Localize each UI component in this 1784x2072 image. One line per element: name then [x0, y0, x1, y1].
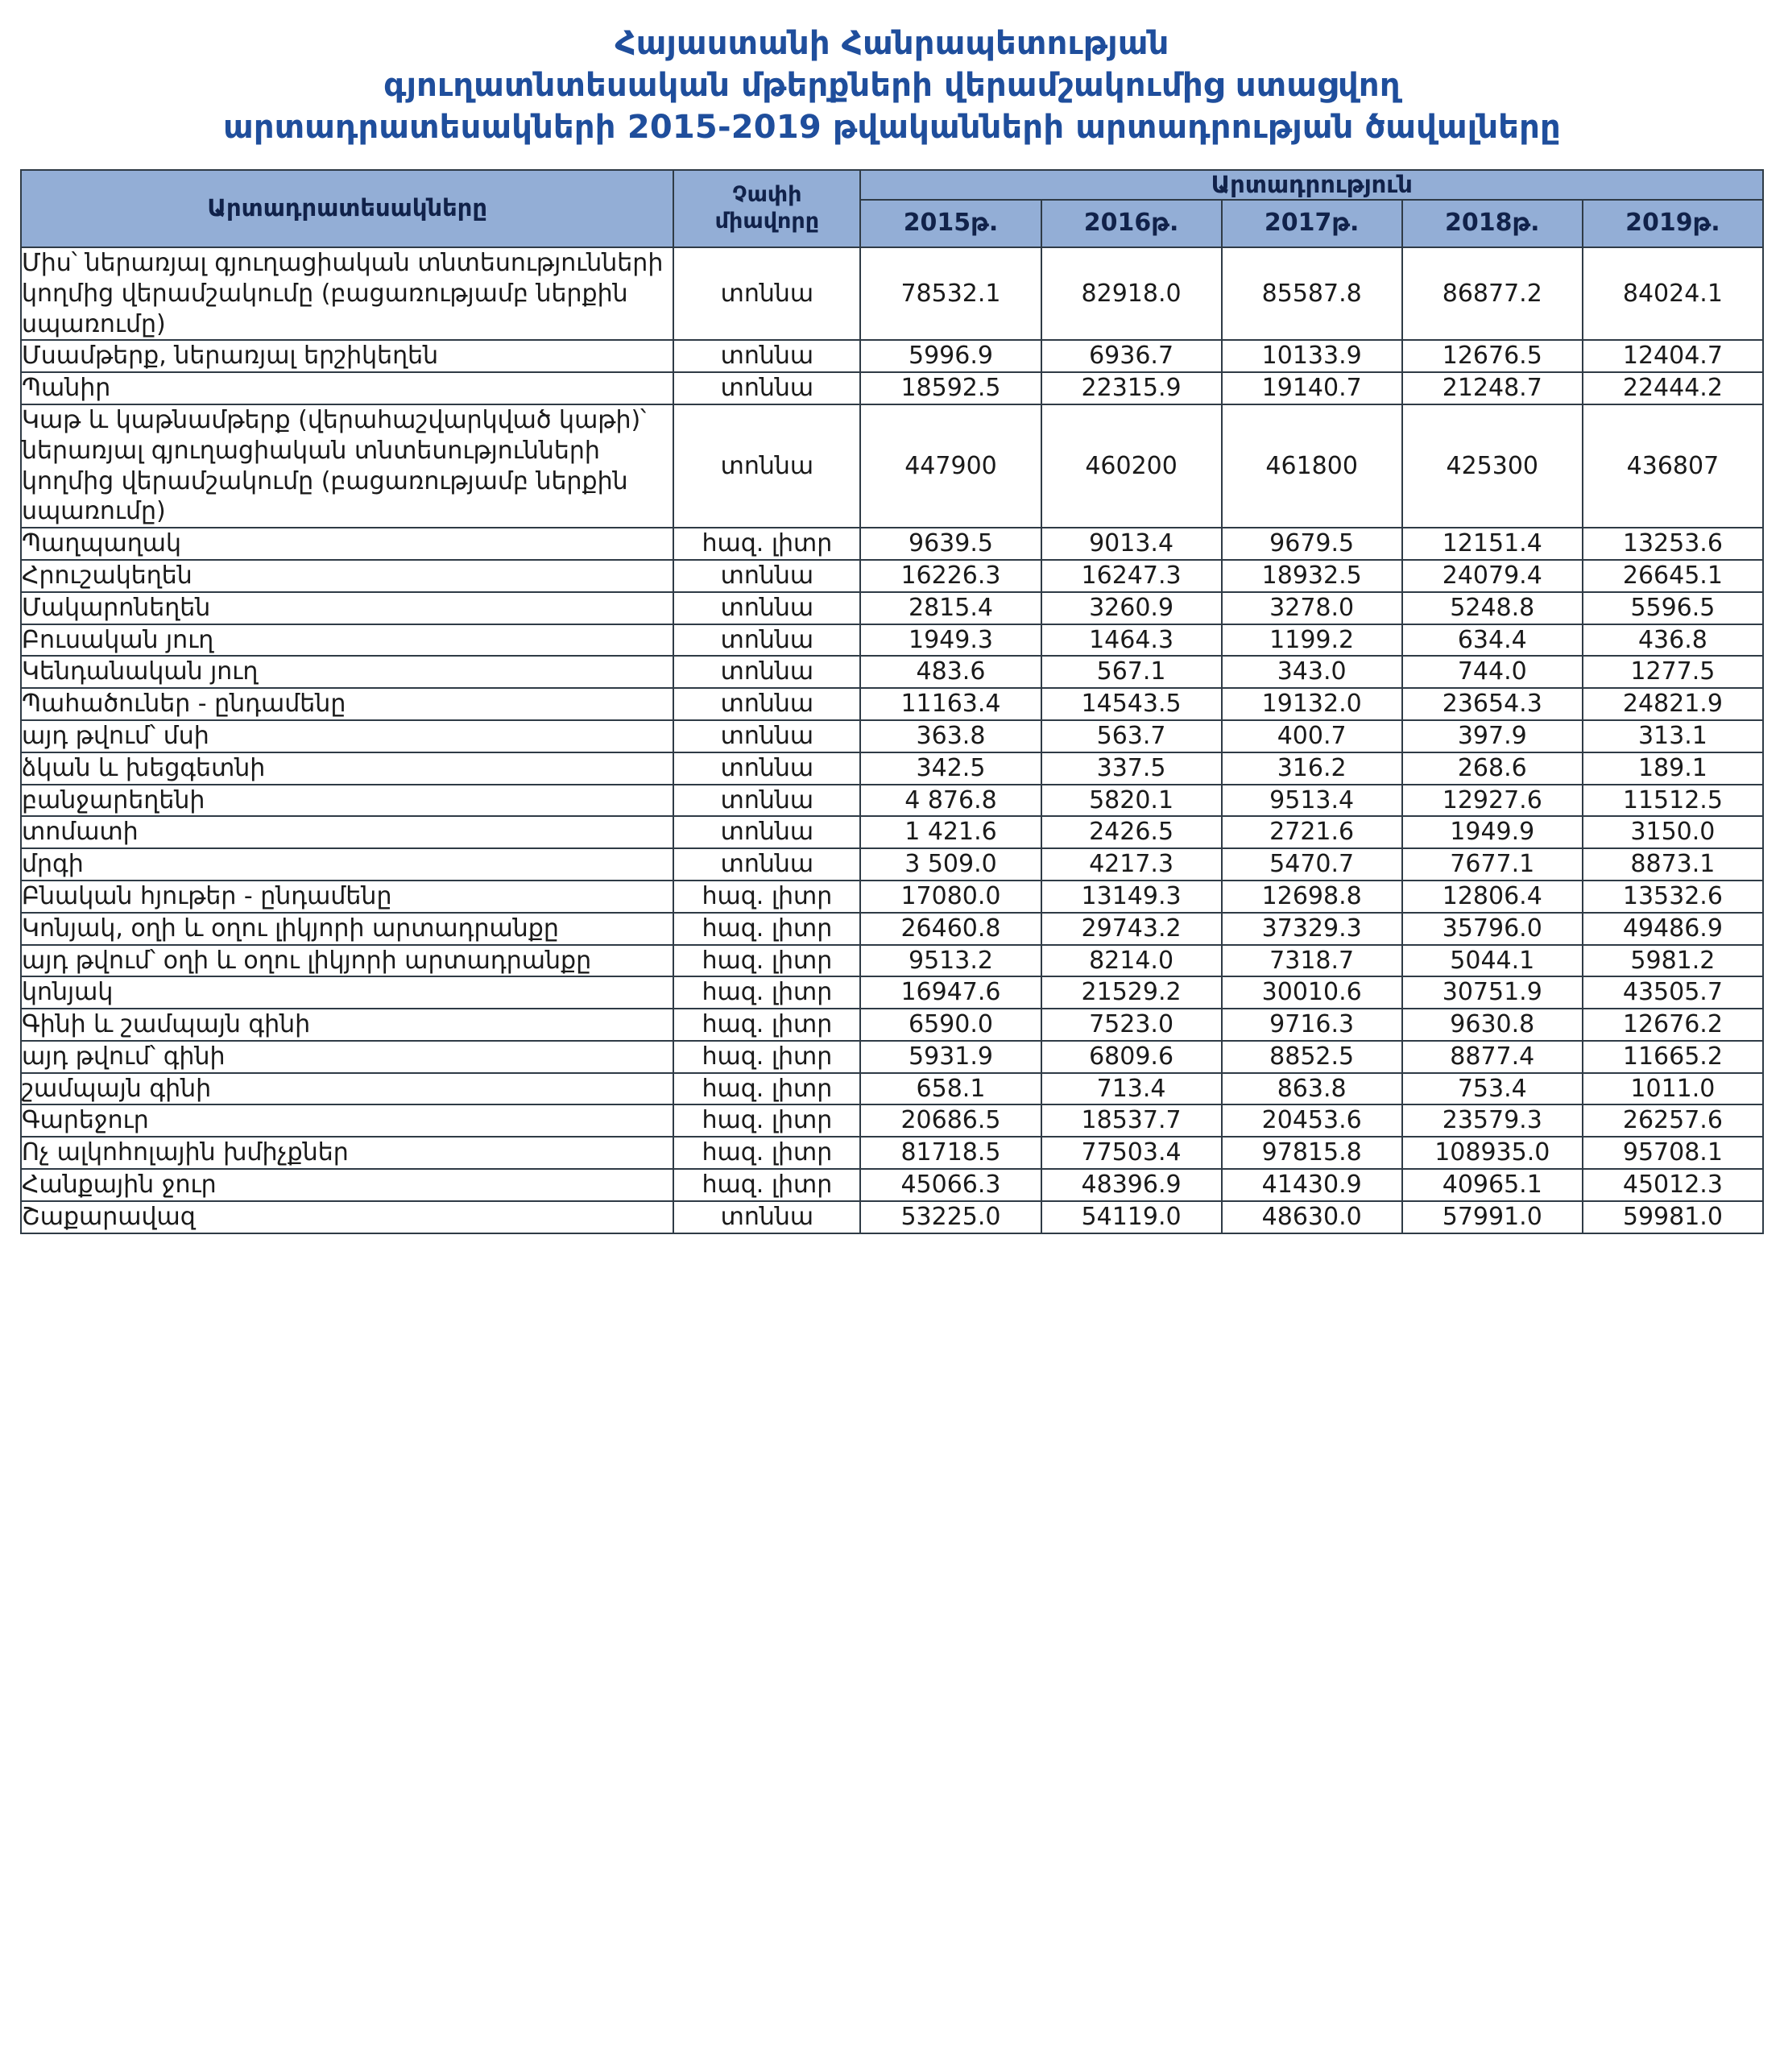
cell-value-2016: 8214.0 [1041, 945, 1222, 977]
cell-value-2015: 1 421.6 [860, 816, 1041, 848]
table-row [21, 1169, 1763, 1201]
cell-value-2018: 425300 [1402, 404, 1583, 528]
cell-value-2015: 3 509.0 [860, 848, 1041, 881]
cell-value-2015: 363.8 [860, 720, 1041, 752]
cell-unit: տոննա [673, 688, 860, 720]
cell-product-name: բանջարեղենի [21, 785, 673, 817]
column-header-year-2018: 2018թ. [1402, 200, 1583, 247]
cell-value-2018: 12806.4 [1402, 881, 1583, 913]
cell-value-2015: 45066.3 [860, 1169, 1041, 1201]
cell-value-2017: 7318.7 [1222, 945, 1402, 977]
column-header-unit-line-2: միավորը [714, 208, 820, 234]
cell-value-2015: 5931.9 [860, 1041, 1041, 1073]
cell-value-2015: 447900 [860, 404, 1041, 528]
cell-unit: տոննա [673, 720, 860, 752]
cell-product-name: շամպայն գինի [21, 1073, 673, 1105]
cell-value-2018: 753.4 [1402, 1073, 1583, 1105]
cell-value-2016: 5820.1 [1041, 785, 1222, 817]
cell-unit: հազ. լիտր [673, 1169, 860, 1201]
cell-value-2016: 4217.3 [1041, 848, 1222, 881]
cell-value-2018: 35796.0 [1402, 913, 1583, 945]
table-header [21, 170, 1763, 247]
cell-product-name: Պահածուներ - ընդամենը [21, 688, 673, 720]
cell-value-2017: 18932.5 [1222, 560, 1402, 592]
cell-value-2016: 9013.4 [1041, 528, 1222, 560]
table-row [21, 913, 1763, 945]
cell-unit: հազ. լիտր [673, 1041, 860, 1073]
cell-value-2019: 49486.9 [1583, 913, 1763, 945]
column-header-unit [673, 170, 860, 247]
cell-value-2017: 461800 [1222, 404, 1402, 528]
cell-product-name: Ոչ ալկոհոլային խմիչքներ [21, 1137, 673, 1169]
cell-value-2019: 95708.1 [1583, 1137, 1763, 1169]
table-row [21, 1137, 1763, 1169]
cell-product-name: Մսամթերք, ներառյալ երշիկեղեն [21, 340, 673, 372]
cell-product-name: Բուսական յուղ [21, 624, 673, 657]
cell-product-name: Բնական հյութեր - ընդամենը [21, 881, 673, 913]
cell-unit: տոննա [673, 404, 860, 528]
table-row [21, 247, 1763, 340]
cell-value-2016: 6936.7 [1041, 340, 1222, 372]
cell-value-2017: 85587.8 [1222, 247, 1402, 340]
cell-value-2016: 48396.9 [1041, 1169, 1222, 1201]
cell-value-2016: 77503.4 [1041, 1137, 1222, 1169]
page-title-line-2: գյուղատնտեսական մթերքների վերամշակումից ստացվող [383, 67, 1401, 104]
cell-value-2017: 10133.9 [1222, 340, 1402, 372]
cell-value-2016: 2426.5 [1041, 816, 1222, 848]
cell-value-2018: 30751.9 [1402, 976, 1583, 1009]
cell-value-2019: 1277.5 [1583, 656, 1763, 688]
cell-value-2017: 316.2 [1222, 752, 1402, 785]
cell-product-name: Հրուշակեղեն [21, 560, 673, 592]
cell-value-2015: 483.6 [860, 656, 1041, 688]
cell-value-2019: 45012.3 [1583, 1169, 1763, 1201]
cell-unit: տոննա [673, 785, 860, 817]
cell-value-2016: 21529.2 [1041, 976, 1222, 1009]
cell-value-2017: 97815.8 [1222, 1137, 1402, 1169]
table-row [21, 752, 1763, 785]
cell-product-name: Պաղպաղակ [21, 528, 673, 560]
cell-unit: տոննա [673, 624, 860, 657]
cell-unit: տոննա [673, 752, 860, 785]
cell-unit: տոննա [673, 1201, 860, 1233]
cell-product-name: Կաթ և կաթնամթերք (վերահաշվարկված կաթի)՝ ներառյալ գյուղացիական տնտեսությունների կողմից վերամշակումը (բացառությամբ ներքին սպառումը) [21, 404, 673, 528]
cell-unit: հազ. լիտր [673, 528, 860, 560]
cell-value-2017: 5470.7 [1222, 848, 1402, 881]
cell-value-2015: 17080.0 [860, 881, 1041, 913]
cell-value-2019: 3150.0 [1583, 816, 1763, 848]
page-title-line-3: արտադրատեսակների 2015-2019 թվականների արտադրության ծավալները [223, 109, 1561, 146]
table-row [21, 592, 1763, 624]
cell-product-name: Շաքարավազ [21, 1201, 673, 1233]
cell-value-2017: 1199.2 [1222, 624, 1402, 657]
cell-value-2018: 108935.0 [1402, 1137, 1583, 1169]
cell-value-2019: 8873.1 [1583, 848, 1763, 881]
cell-value-2015: 9639.5 [860, 528, 1041, 560]
column-header-group-production: Արտադրություն [860, 170, 1763, 200]
column-header-unit-line-1: Չափի [732, 182, 802, 208]
table-row [21, 1073, 1763, 1105]
cell-value-2019: 13253.6 [1583, 528, 1763, 560]
cell-value-2016: 6809.6 [1041, 1041, 1222, 1073]
cell-value-2016: 1464.3 [1041, 624, 1222, 657]
cell-value-2018: 1949.9 [1402, 816, 1583, 848]
cell-value-2015: 6590.0 [860, 1009, 1041, 1041]
column-header-year-2015: 2015թ. [860, 200, 1041, 247]
cell-product-name: Գարեջուր [21, 1104, 673, 1137]
cell-value-2015: 20686.5 [860, 1104, 1041, 1137]
cell-product-name: Միս՝ ներառյալ գյուղացիական տնտեսությունների կողմից վերամշակումը (բացառությամբ ներքին սպառումը) [21, 247, 673, 340]
table-row [21, 404, 1763, 528]
cell-value-2016: 337.5 [1041, 752, 1222, 785]
cell-value-2019: 11665.2 [1583, 1041, 1763, 1073]
cell-product-name: Կենդանական յուղ [21, 656, 673, 688]
table-row [21, 816, 1763, 848]
table-row [21, 976, 1763, 1009]
cell-value-2019: 5981.2 [1583, 945, 1763, 977]
cell-unit: տոննա [673, 247, 860, 340]
cell-value-2018: 7677.1 [1402, 848, 1583, 881]
table-row [21, 1041, 1763, 1073]
cell-value-2019: 26257.6 [1583, 1104, 1763, 1137]
cell-value-2019: 84024.1 [1583, 247, 1763, 340]
cell-value-2015: 78532.1 [860, 247, 1041, 340]
cell-value-2015: 342.5 [860, 752, 1041, 785]
cell-value-2018: 24079.4 [1402, 560, 1583, 592]
cell-value-2018: 744.0 [1402, 656, 1583, 688]
cell-value-2015: 2815.4 [860, 592, 1041, 624]
cell-value-2018: 23579.3 [1402, 1104, 1583, 1137]
cell-value-2019: 12404.7 [1583, 340, 1763, 372]
cell-value-2017: 9679.5 [1222, 528, 1402, 560]
cell-value-2018: 12676.5 [1402, 340, 1583, 372]
cell-value-2017: 2721.6 [1222, 816, 1402, 848]
cell-value-2016: 18537.7 [1041, 1104, 1222, 1137]
cell-value-2019: 436.8 [1583, 624, 1763, 657]
cell-value-2017: 20453.6 [1222, 1104, 1402, 1137]
cell-unit: տոննա [673, 816, 860, 848]
cell-product-name: այդ թվում՝ օղի և օղու լիկյորի արտադրանքը [21, 945, 673, 977]
cell-unit: հազ. լիտր [673, 976, 860, 1009]
cell-product-name: տոմատի [21, 816, 673, 848]
cell-value-2017: 9716.3 [1222, 1009, 1402, 1041]
cell-value-2015: 5996.9 [860, 340, 1041, 372]
cell-value-2019: 26645.1 [1583, 560, 1763, 592]
cell-unit: հազ. լիտր [673, 913, 860, 945]
cell-value-2016: 82918.0 [1041, 247, 1222, 340]
cell-value-2017: 30010.6 [1222, 976, 1402, 1009]
table-row [21, 1009, 1763, 1041]
cell-value-2019: 13532.6 [1583, 881, 1763, 913]
column-header-product: Արտադրատեսակները [21, 170, 673, 247]
cell-value-2017: 19140.7 [1222, 372, 1402, 404]
cell-product-name: այդ թվում՝ գինի [21, 1041, 673, 1073]
cell-value-2018: 634.4 [1402, 624, 1583, 657]
cell-value-2015: 26460.8 [860, 913, 1041, 945]
table-body [21, 247, 1763, 1233]
cell-value-2017: 19132.0 [1222, 688, 1402, 720]
cell-value-2017: 8852.5 [1222, 1041, 1402, 1073]
cell-value-2019: 59981.0 [1583, 1201, 1763, 1233]
cell-product-name: Մակարոնեղեն [21, 592, 673, 624]
table-row [21, 688, 1763, 720]
cell-value-2018: 40965.1 [1402, 1169, 1583, 1201]
cell-value-2016: 713.4 [1041, 1073, 1222, 1105]
cell-value-2019: 11512.5 [1583, 785, 1763, 817]
cell-value-2016: 16247.3 [1041, 560, 1222, 592]
cell-value-2018: 86877.2 [1402, 247, 1583, 340]
column-header-year-2019: 2019թ. [1583, 200, 1763, 247]
cell-product-name: Հանքային ջուր [21, 1169, 673, 1201]
cell-value-2016: 3260.9 [1041, 592, 1222, 624]
cell-unit: տոննա [673, 560, 860, 592]
cell-value-2016: 563.7 [1041, 720, 1222, 752]
table-row [21, 848, 1763, 881]
cell-product-name: կոնյակ [21, 976, 673, 1009]
cell-value-2016: 22315.9 [1041, 372, 1222, 404]
table-row [21, 340, 1763, 372]
cell-value-2017: 37329.3 [1222, 913, 1402, 945]
cell-product-name: Պանիր [21, 372, 673, 404]
table-row [21, 656, 1763, 688]
table-row [21, 624, 1763, 657]
cell-value-2019: 1011.0 [1583, 1073, 1763, 1105]
cell-value-2018: 397.9 [1402, 720, 1583, 752]
cell-value-2015: 53225.0 [860, 1201, 1041, 1233]
cell-unit: տոննա [673, 848, 860, 881]
cell-unit: տոննա [673, 340, 860, 372]
cell-value-2015: 658.1 [860, 1073, 1041, 1105]
cell-value-2018: 12927.6 [1402, 785, 1583, 817]
cell-value-2016: 29743.2 [1041, 913, 1222, 945]
cell-unit: տոննա [673, 592, 860, 624]
cell-value-2018: 9630.8 [1402, 1009, 1583, 1041]
cell-value-2018: 268.6 [1402, 752, 1583, 785]
cell-value-2015: 81718.5 [860, 1137, 1041, 1169]
cell-product-name: ձկան և խեցգետնի [21, 752, 673, 785]
table-row [21, 785, 1763, 817]
production-volumes-table [20, 169, 1764, 1234]
cell-value-2019: 436807 [1583, 404, 1763, 528]
cell-value-2018: 23654.3 [1402, 688, 1583, 720]
cell-value-2018: 8877.4 [1402, 1041, 1583, 1073]
cell-unit: հազ. լիտր [673, 1137, 860, 1169]
cell-value-2019: 313.1 [1583, 720, 1763, 752]
cell-value-2017: 12698.8 [1222, 881, 1402, 913]
cell-value-2017: 9513.4 [1222, 785, 1402, 817]
cell-value-2017: 343.0 [1222, 656, 1402, 688]
cell-value-2016: 567.1 [1041, 656, 1222, 688]
table-row [21, 1201, 1763, 1233]
cell-value-2017: 400.7 [1222, 720, 1402, 752]
cell-value-2018: 57991.0 [1402, 1201, 1583, 1233]
table-row [21, 560, 1763, 592]
cell-product-name: մրգի [21, 848, 673, 881]
cell-value-2019: 22444.2 [1583, 372, 1763, 404]
cell-value-2018: 21248.7 [1402, 372, 1583, 404]
cell-value-2017: 41430.9 [1222, 1169, 1402, 1201]
cell-value-2018: 12151.4 [1402, 528, 1583, 560]
cell-value-2017: 863.8 [1222, 1073, 1402, 1105]
cell-value-2016: 13149.3 [1041, 881, 1222, 913]
cell-unit: հազ. լիտր [673, 1073, 860, 1105]
cell-value-2017: 48630.0 [1222, 1201, 1402, 1233]
cell-value-2015: 9513.2 [860, 945, 1041, 977]
cell-value-2018: 5044.1 [1402, 945, 1583, 977]
cell-value-2015: 16947.6 [860, 976, 1041, 1009]
cell-unit: հազ. լիտր [673, 1009, 860, 1041]
cell-value-2015: 1949.3 [860, 624, 1041, 657]
column-header-year-2016: 2016թ. [1041, 200, 1222, 247]
table-row [21, 720, 1763, 752]
cell-unit: տոննա [673, 656, 860, 688]
cell-value-2016: 460200 [1041, 404, 1222, 528]
cell-product-name: Գինի և շամպայն գինի [21, 1009, 673, 1041]
cell-value-2019: 43505.7 [1583, 976, 1763, 1009]
cell-unit: հազ. լիտր [673, 1104, 860, 1137]
cell-product-name: այդ թվում՝ մսի [21, 720, 673, 752]
table-row [21, 1104, 1763, 1137]
cell-value-2019: 24821.9 [1583, 688, 1763, 720]
cell-value-2017: 3278.0 [1222, 592, 1402, 624]
cell-value-2015: 4 876.8 [860, 785, 1041, 817]
cell-value-2015: 18592.5 [860, 372, 1041, 404]
cell-product-name: Կոնյակ, օղի և օղու լիկյորի արտադրանքը [21, 913, 673, 945]
table-row [21, 945, 1763, 977]
cell-value-2015: 11163.4 [860, 688, 1041, 720]
table-header-row-1 [21, 170, 1763, 200]
cell-value-2016: 14543.5 [1041, 688, 1222, 720]
cell-value-2019: 12676.2 [1583, 1009, 1763, 1041]
page-title [18, 23, 1766, 148]
cell-unit: հազ. լիտր [673, 881, 860, 913]
cell-value-2016: 54119.0 [1041, 1201, 1222, 1233]
column-header-year-2017: 2017թ. [1222, 200, 1402, 247]
cell-value-2019: 189.1 [1583, 752, 1763, 785]
table-row [21, 372, 1763, 404]
cell-unit: հազ. լիտր [673, 945, 860, 977]
table-row [21, 528, 1763, 560]
table-row [21, 881, 1763, 913]
cell-value-2015: 16226.3 [860, 560, 1041, 592]
page-title-line-1: Հայաստանի Հանրապետության [615, 25, 1169, 62]
cell-unit: տոննա [673, 372, 860, 404]
cell-value-2016: 7523.0 [1041, 1009, 1222, 1041]
cell-value-2019: 5596.5 [1583, 592, 1763, 624]
cell-value-2018: 5248.8 [1402, 592, 1583, 624]
